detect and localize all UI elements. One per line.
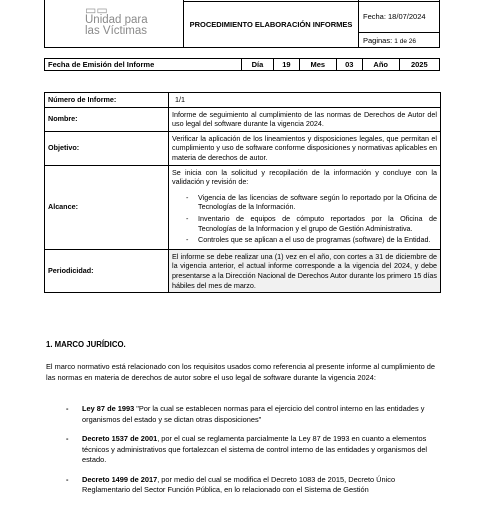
law-list [66,404,440,505]
scope-intro: Se inicia con la solicitud y recopilación de la información y concluye con la validación y revisión de: [172,167,437,187]
logo-cell [45,0,184,48]
law-name: Ley 87 de 1993 [82,404,135,413]
periodicity-value: El informe se debe realizar una (1) vez en el año, con cortes a 31 de diciembre de la vigencia anterior, el actual informe corresponde a la vigencia del 2024, y debe presentarse a la Dirección Nacional de Derechos Autor durante los primero 15 días hábiles del mes de marzo. [169,249,441,292]
periodicity-label: Periodicidad: [45,249,169,292]
report-info-table [44,92,441,293]
section-intro: El marco normativo está relacionado con los requisitos usados como referencia al presente informe al cumplimiento de las normas en materia de derechos de autor sobre el uso legal de software durante la vigencia 2024: [46,362,436,382]
day-label: Día [242,59,274,71]
page-count [359,33,440,48]
name-label: Nombre: [45,107,169,131]
logo-text-line1: Unidad para [85,14,148,26]
law-text: "Por la cual se establecen normas para el ejercicio del control interno en las entidades y organismos del estado y se dictan otras disposiciones" [82,404,425,424]
document-header [44,0,440,48]
scope-label: Alcance: [45,165,169,249]
objective-label: Objetivo: [45,131,169,165]
logo-emblem-icon: ▭▭ [85,3,108,17]
year-value: 2025 [399,59,439,71]
day-value: 19 [273,59,299,71]
month-value: 03 [336,59,362,71]
scope-item: - Inventario de equipos de cómputo reportados por la Oficina de Tecnologías de la Informacion y el grupo de Gestión Administrativa. [198,214,437,233]
year-label: Año [362,59,399,71]
section-title: 1. MARCO JURÍDICO. [46,340,126,349]
number-value: 1/1 [169,93,441,108]
pages-value: 1 de 26 [394,37,416,45]
pages-label: Paginas: [363,35,393,45]
logo-text-line2: las Víctimas [85,25,147,37]
scope-item: - Vigencia de las licencias de software según lo reportado por la Oficina de Tecnologías de la Información. [198,193,437,212]
law-item [66,434,440,466]
law-text: , por el cual se reglamenta parcialmente la Ley 87 de 1993 en cuanto a elementos técnicos y administrativos que fortalezcan el sistema de control interno de las entidades y organismos del estado. [82,434,428,464]
law-name: Decreto 1537 de 2001 [82,434,158,443]
law-name: Decreto 1499 de 2017 [82,474,158,484]
procedure-name: PROCEDIMIENTO ELABORACIÓN INFORMES [184,1,359,47]
law-item [66,404,440,425]
doc-date: Fecha: 18/07/2024 [359,1,440,32]
number-label: Número de Informe: [45,93,169,108]
emission-label: Fecha de Emisión del Informe [45,59,242,71]
law-text: , por medio del cual se modifica el Decreto 1083 de 2015, Decreto Único Reglamentario del Sector Función Pública, en lo relacionado con el Sistema de Gestión [82,474,396,494]
objective-value: Verificar la aplicación de los lineamientos y disposiciones legales, que permitan el cumplimiento y uso de software conforme disposiciones y normativas aplicables en materia de derechos de autor. [169,131,441,165]
scope-list [172,193,437,245]
scope-item: - Controles que se aplican a el uso de programas (software) de la Entidad. [198,235,437,245]
emission-date-table [44,58,440,71]
scope-value [169,165,441,249]
law-item [66,475,440,496]
month-label: Mes [299,59,336,71]
name-value: Informe de seguimiento al cumplimiento de las normas de Derechos de Autor del uso legal del software durante la vigencia 2024. [169,107,441,131]
